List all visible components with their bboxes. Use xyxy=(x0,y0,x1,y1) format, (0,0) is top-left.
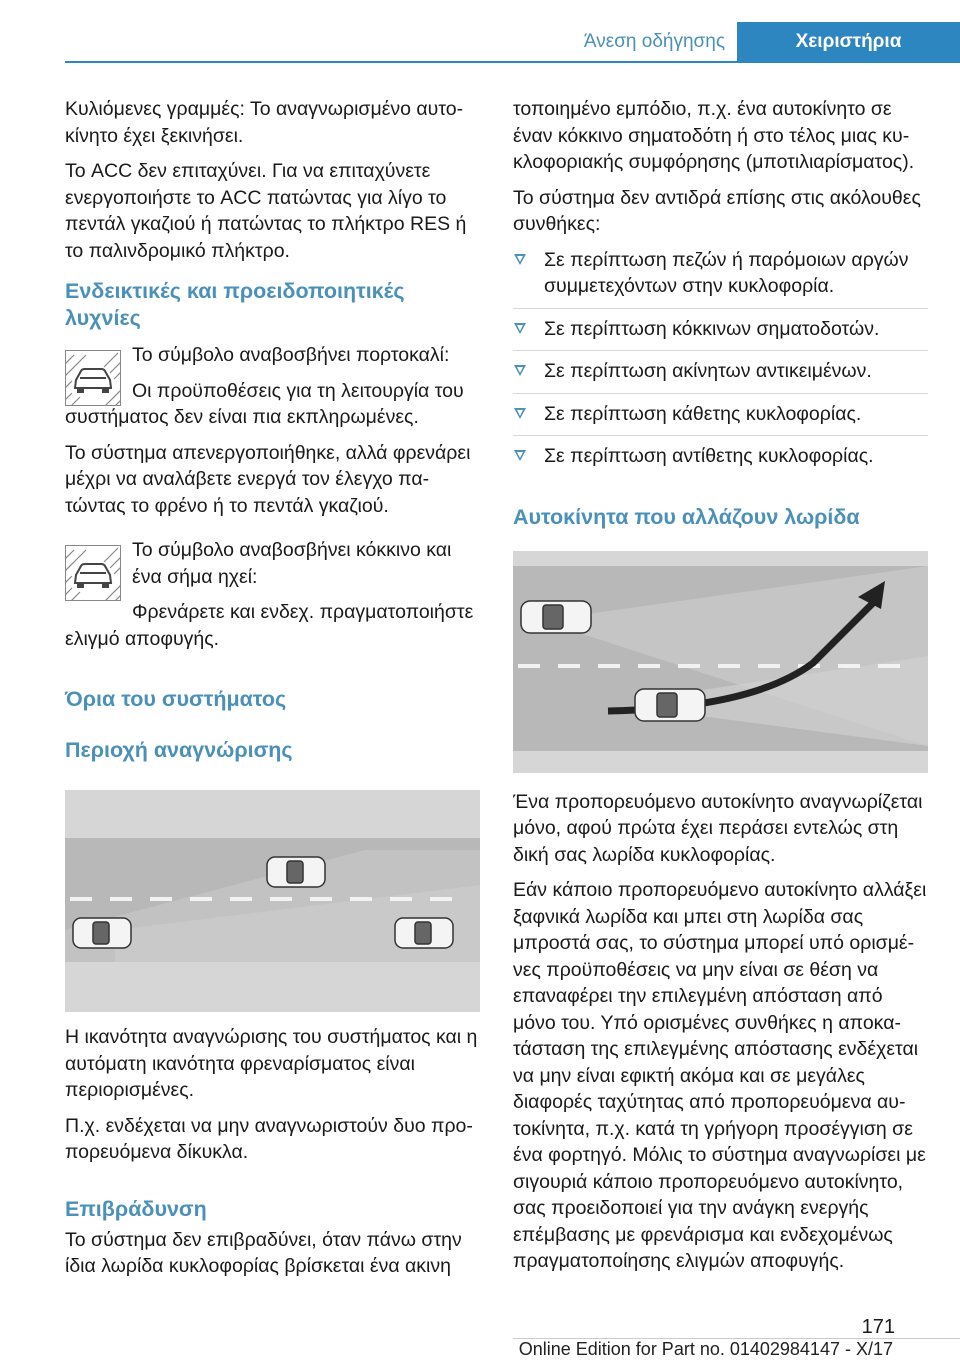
list-item: Σε περίπτωση κάθετης κυκλοφορίας. xyxy=(513,401,928,437)
warning-text: Το σύμβολο αναβοσβήνει κόκκινο και ένα σήμα ηχεί: xyxy=(132,539,452,588)
car-warning-icon xyxy=(65,545,121,601)
detection-range-figure xyxy=(65,790,480,1012)
paragraph: τοποιημένο εμπόδιο, π.χ. ένα αυτοκίνητο σε έναν κόκκινο σηματοδότη ή στο τέλος μιας κυκλοφοριακής συμφόρησης (μποτιλιαρίσματος). xyxy=(513,98,915,173)
warning-red xyxy=(65,537,480,652)
triangle-bullet-icon xyxy=(514,254,526,265)
paragraph: Η ικανότητα αναγνώρισης του συστήματος και η αυτόματη ικανότητα φρεναρίσματος είναι περιορισμένες. xyxy=(65,1026,478,1101)
heading-range: Περιοχή αναγνώρισης xyxy=(65,738,293,762)
warning-orange xyxy=(65,342,480,431)
triangle-bullet-icon xyxy=(514,408,526,419)
car-warning-icon xyxy=(65,350,121,406)
header-rule xyxy=(65,61,960,63)
condition-list xyxy=(513,247,928,478)
paragraph: Εάν κάποιο προπορευόμενο αυτοκίνητο αλλάξει ξαφνικά λωρίδα και μπει στη λωρίδα σας μπροστά σας, το σύστημα μπορεί υπό ορισμένες προϋποθέσεις να μην είναι σε θέση να επαναφέρει την επιλεγμένη απόσταση από μόνο του. Υπό ορισμένες συνθήκες η αποκατάσταση της επιλεγμένης απόστασης ενδέχεται να μην είναι εφικτή ακόμα και σε μεγάλες διαφορές ταχύτητας από προπορευόμενα αυτοκίνητα, π.χ. κατά τη γρήγορη προσέγγιση σε ένα φορτηγό. Μόλις το σύστημα αναγνωρίσει με σιγουριά κάποιο προπορευόμενο αυτοκίνητο, σας προειδοποιεί για την ανάγκη ενεργής επέμβασης με φρενάρισμα και ενδεχομένως πραγματοποίησης ελιγμών αποφυγής. xyxy=(513,879,927,1272)
paragraph: Π.χ. ενδέχεται να μην αναγνωριστούν δυο προπορευόμενα δίκυκλα. xyxy=(65,1114,473,1163)
header-chapter: Χειριστήρια xyxy=(737,22,960,62)
warning-text: Οι προϋποθέσεις για τη λειτουργία του συστήματος δεν είναι πια εκπληρωμένες. xyxy=(65,379,464,428)
heading-limits: Όρια του συστήματος xyxy=(65,687,287,711)
heading-cut-in: Αυτοκίνητα που αλλάζουν λωρίδα xyxy=(513,504,860,529)
list-item: Σε περίπτωση αντίθετης κυκλοφορίας. xyxy=(513,443,928,478)
car-ahead xyxy=(267,857,325,887)
header-section: Άνεση οδήγησης xyxy=(583,31,725,52)
triangle-bullet-icon xyxy=(514,323,526,334)
paragraph: Το σύστημα δεν αντιδρά επίσης στις ακόλουθες συνθήκες: xyxy=(513,186,921,235)
list-item: Σε περίπτωση κόκκινων σηματοδοτών. xyxy=(513,316,928,352)
edition-note: Online Edition for Part no. 01402984147 - X/17 xyxy=(518,1339,893,1359)
paragraph: Ένα προπορευόμενο αυτοκίνητο αναγνωρίζεται μόνο, αφού πρώτα έχει περάσει εντελώς στη δική σας λωρίδα κυκλοφορίας. xyxy=(513,790,923,866)
heading-lamps: Ενδεικτικές και προειδοποιητικές λυχνίες xyxy=(65,279,405,330)
heading-decel: Επιβράδυνση xyxy=(65,1196,207,1221)
paragraph: Το ACC δεν επιταχύνει. Για να επιταχύνετε ενεργοποιήστε το ACC πατώντας για λίγο το πεντάλ γκαζιού ή πατώντας το πλήκτρο RES ή το παλινδρομικό πλήκτρο. xyxy=(65,160,467,262)
right-column xyxy=(513,96,928,1284)
lane-change-figure xyxy=(513,551,928,773)
triangle-bullet-icon xyxy=(514,365,526,376)
triangle-bullet-icon xyxy=(514,450,526,461)
paragraph: Το σύστημα δεν επιβραδύνει, όταν πάνω στην ίδια λωρίδα κυκλοφορίας βρίσκεται ένα ακινη xyxy=(65,1228,462,1277)
page-number: 171 xyxy=(861,1316,895,1338)
paragraph: Το σύστημα απενεργοποιήθηκε, αλλά φρενάρει μέχρι να αναλάβετε ενεργά τον έλεγχο πατώντας το φρένο ή το πεντάλ γκαζιού. xyxy=(65,441,471,517)
warning-text: Το σύμβολο αναβοσβήνει πορτοκαλί: xyxy=(132,344,450,366)
warning-text: Φρενάρετε και ενδεχ. πραγματοποιήστε ελιγμό αποφυγής. xyxy=(65,601,474,650)
paragraph: Κυλιόμενες γραμμές: Το αναγνωρισμένο αυτοκίνητο έχει ξεκινήσει. xyxy=(65,98,464,147)
list-item: Σε περίπτωση πεζών ή παρόμοιων αργών συμμετεχόντων στην κυκλοφορία. xyxy=(513,247,928,309)
left-column xyxy=(65,96,480,1289)
list-item: Σε περίπτωση ακίνητων αντικειμένων. xyxy=(513,358,928,394)
